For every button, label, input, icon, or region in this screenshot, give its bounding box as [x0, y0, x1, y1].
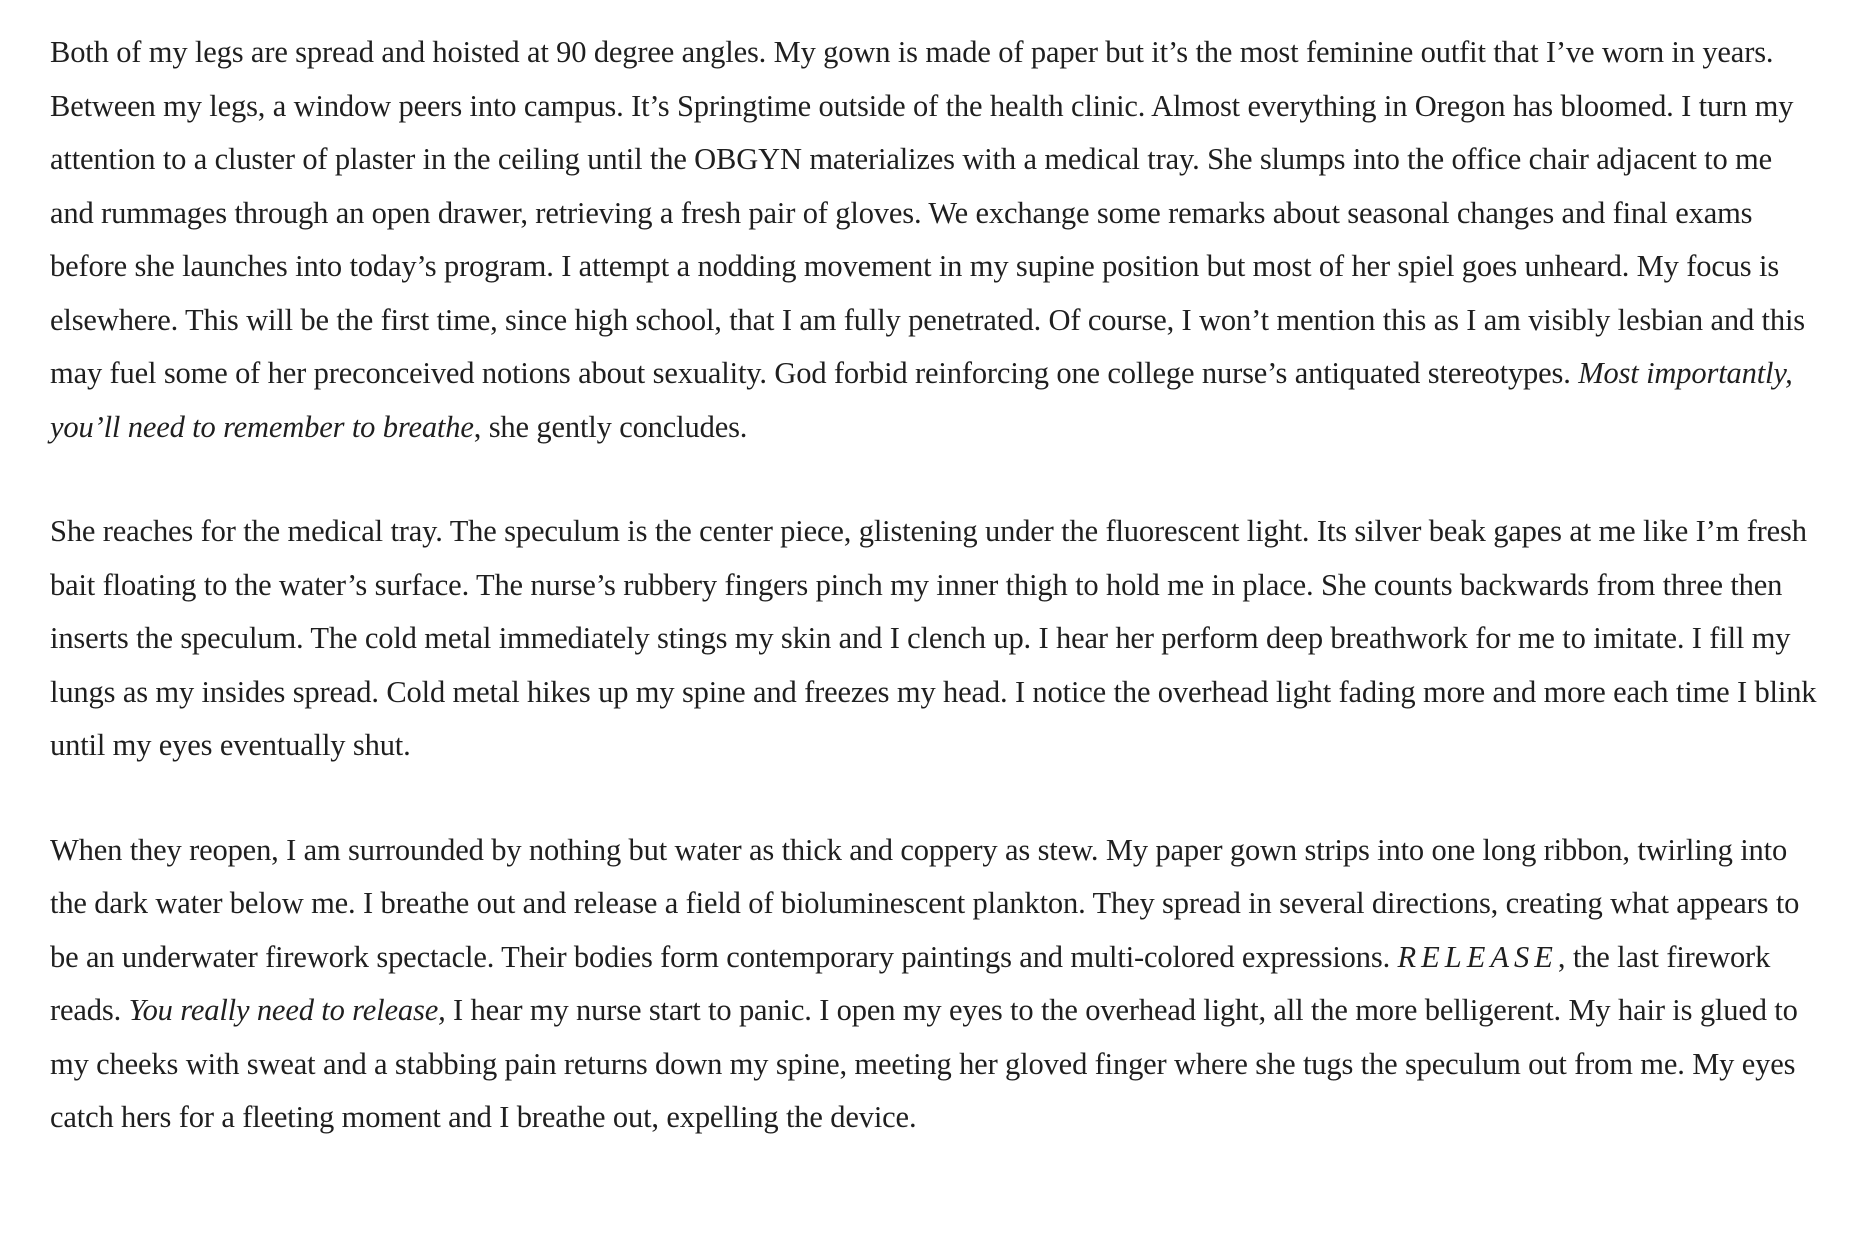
article-body — [50, 26, 1818, 1145]
paragraph-text: When they reopen, I am surrounded by nothing but water as thick and coppery as stew. My paper gown strips into one long ribbon, twirling into the dark water below me. I breathe out and release a field of bioluminescent plankton. They spread in several directions, creating what appears to be an underwater firework spectacle. Their bodies form contemporary paintings and multi-colored expressions. — [50, 832, 1800, 974]
paragraph-2 — [50, 505, 1818, 773]
paragraph-text: I hear my nurse start to panic. I open my eyes to the overhead light, all the more belligerent. My hair is glued to my cheeks with sweat and a stabbing pain returns down my spine, meeting her gloved finger where she tugs the speculum out from me. My eyes catch hers for a fleeting moment and I breathe out, expelling the device. — [50, 993, 1798, 1134]
paragraph-1 — [50, 26, 1818, 454]
paragraph-text: She reaches for the medical tray. The speculum is the center piece, glistening under the fluorescent light. Its silver beak gapes at me like I’m fresh bait floating to the water’s surface. The nurse’s rubbery fingers pinch my inner thigh to hold me in place. She counts backwards from three then inserts the speculum. The cold metal immediately stings my skin and I clench up. I hear her perform deep breathwork for me to imitate. I fill my lungs as my insides spread. Cold metal hikes up my spine and freezes my head. I notice the overhead light fading more and more each time I blink until my eyes eventually shut. — [50, 514, 1817, 762]
paragraph-text: , she gently concludes. — [473, 409, 748, 444]
paragraph-text: Both of my legs are spread and hoisted at 90 degree angles. My gown is made of paper but it’s the most feminine outfit that I’ve worn in years. Between my legs, a window peers into campus. It’s Springtime outside of the health clinic. Almost everything in Oregon has bloomed. I turn my attention to a cluster of plaster in the ceiling until the OBGYN materializes with a medical tray. She slumps into the office chair adjacent to me and rummages through an open drawer, retrieving a fresh pair of gloves. We exchange some remarks about seasonal changes and final exams before she launches into today’s program. I attempt a nodding movement in my supine position but most of her spiel goes unheard. My focus is elsewhere. This will be the first time, since high school, that I am fully penetrated. Of course, I won’t mention this as I am visibly lesbian and this may fuel some of her preconceived notions about sexuality. God forbid reinforcing one college nurse’s antiquated stereotypes. — [50, 35, 1806, 390]
italic-dialogue: You really need to release, — [128, 993, 446, 1027]
paragraph-text: , the last firework reads. — [50, 939, 1771, 1027]
italic-dialogue: Most importantly, you’ll need to remember to breathe — [50, 356, 1793, 444]
spaced-emphasis-word: RELEASE — [1397, 939, 1558, 974]
paragraph-3 — [50, 824, 1818, 1145]
